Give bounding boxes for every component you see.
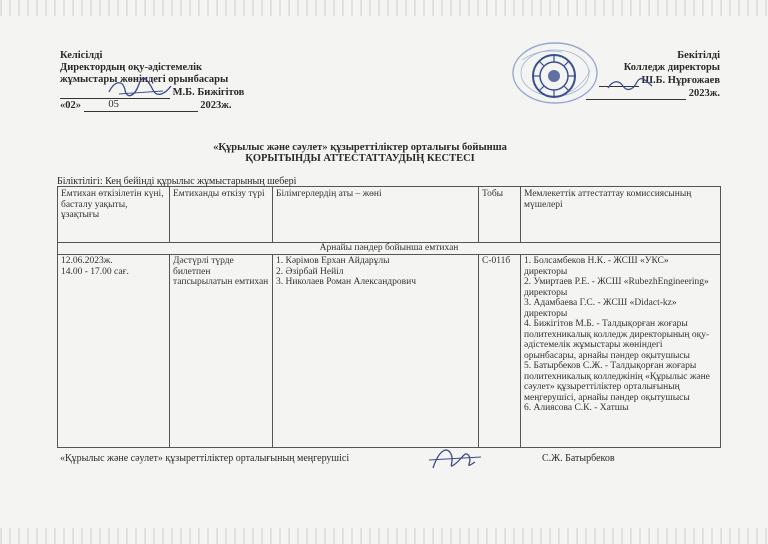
- header-date: Емтихан өткізілетін күні, басталу уақыты, ұзақтығы: [58, 187, 170, 243]
- coat-of-arms-icon: [530, 52, 578, 100]
- commission-line: әдістемелік жұмыстары жөніндегі: [524, 340, 663, 350]
- commission-line: 1. Болсамбеков Н.К. - ЖСШ «УКС»: [524, 256, 669, 266]
- cell-commission: [521, 255, 721, 448]
- approval-left-month: 05: [84, 99, 144, 112]
- approval-right-name: Ш.Б. Нұрғожаев: [641, 75, 720, 86]
- student-item: 2. Әзірбай Нейіл: [276, 266, 344, 277]
- approval-right-year: 2023ж.: [688, 88, 720, 99]
- commission-line: сәулет» құзыреттіліктер орталығының: [524, 382, 680, 392]
- cell-group: С-011б: [479, 255, 521, 448]
- schedule-table: [57, 186, 721, 448]
- approval-left-name: М.Б. Бижігітов: [172, 87, 245, 98]
- section-title: Арнайы пәндер бойынша емтихан: [58, 243, 721, 255]
- approval-left-line1: Директордың оқу-әдістемелік: [60, 62, 203, 73]
- approval-left-word: Келісілді: [60, 50, 103, 61]
- scan-edge-top: [0, 0, 768, 16]
- footer-name: С.Ж. Батырбеков: [542, 453, 615, 464]
- commission-line: орынбасары, арнайы пәндер оқытушысы: [524, 350, 690, 361]
- cell-students: [273, 255, 479, 448]
- approval-left-year: 2023ж.: [200, 100, 232, 111]
- commission-line: 5. Батырбеков С.Ж. - Талдықорған жоғары: [524, 361, 697, 371]
- signature-icon: [105, 76, 175, 98]
- approval-left-name-row: [60, 86, 290, 99]
- approval-left-line2: жұмыстары жөніндегі орынбасары: [60, 74, 229, 85]
- exam-time: 14.00 - 17.00 сағ.: [61, 266, 129, 277]
- scan-edge-bottom: [0, 528, 768, 544]
- commission-line: политехникалық колледжінің «Құрылыс және: [524, 371, 710, 382]
- student-item: 3. Николаев Роман Александрович: [276, 277, 416, 287]
- qualification-label: Біліктілігі: Кең бейінді құрылыс жұмыстарының шебері: [57, 176, 297, 187]
- header-commission: Мемлекеттік аттестаттау комиссиясының мүшелері: [521, 187, 721, 243]
- cell-type: Дәстүрлі түрде билетпен тапсырылатын емтихан: [170, 255, 273, 448]
- signature-icon: [605, 74, 655, 94]
- footer-position: «Құрылыс және сәулет» құзыреттіліктер орталығының меңгерушісі: [60, 453, 350, 464]
- header-group: Тобы: [479, 187, 521, 243]
- signature-icon: [425, 444, 485, 474]
- approval-right-word: Бекітілді: [677, 50, 720, 61]
- commission-line: 4. Бижігітов М.Б. - Талдықорған жоғары: [524, 319, 688, 329]
- table-row: [58, 255, 721, 448]
- header-type: Емтиханды өткізу түрі: [170, 187, 273, 243]
- approval-right-line1: Колледж директоры: [623, 62, 720, 73]
- exam-date: 12.06.2023ж.: [61, 256, 113, 266]
- commission-line: 2. Умиртаев Р.Е. - ЖСШ «RubezhEngineering»: [524, 277, 709, 287]
- student-item: 1. Кәрімов Ерхан Айдарұлы: [276, 256, 390, 266]
- approval-left-date-row: [60, 99, 290, 112]
- document-title: [60, 142, 660, 164]
- commission-line: директоры: [524, 287, 568, 298]
- title-line1: «Құрылыс және сәулет» құзыреттіліктер орталығы бойынша: [213, 142, 507, 153]
- commission-line: политехникалық колледж директорының оқу-: [524, 329, 710, 340]
- commission-line: директоры: [524, 308, 568, 319]
- commission-line: директоры: [524, 266, 568, 277]
- section-row: [58, 243, 721, 255]
- commission-line: меңгерушісі, арнайы пәндер оқытушысы: [524, 392, 690, 403]
- commission-line: 6. Алиясова С.К. - Хатшы: [524, 403, 629, 413]
- table-header-row: [58, 187, 721, 243]
- approval-left-day: «02»: [60, 100, 81, 111]
- approval-left-block: [60, 50, 290, 112]
- header-students: Білімгерлердің аты – жөні: [273, 187, 479, 243]
- title-line2: ҚОРЫТЫНДЫ АТТЕСТАТТАУДЫҢ КЕСТЕСІ: [245, 153, 475, 164]
- cell-date: [58, 255, 170, 448]
- commission-line: 3. Адамбаева Г.С. - ЖСШ «Didact-kz»: [524, 298, 677, 308]
